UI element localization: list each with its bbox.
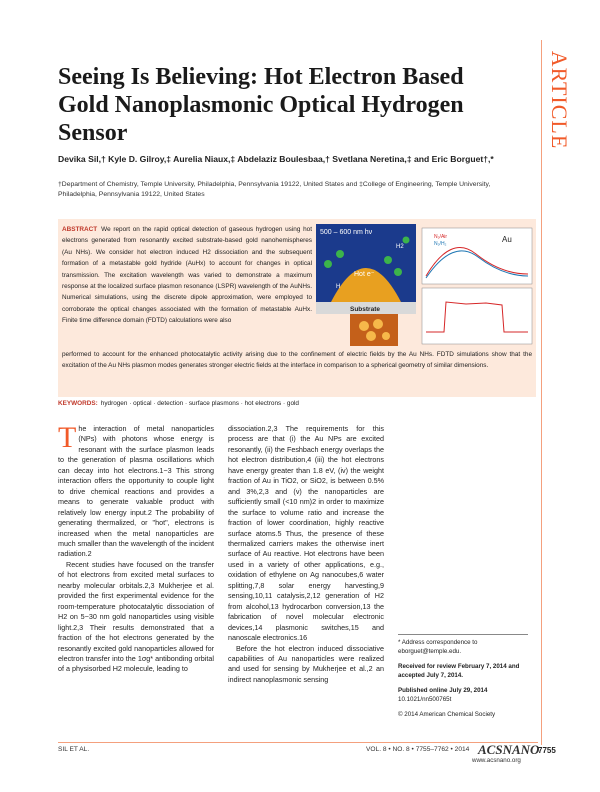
footer-rule (58, 742, 538, 743)
abstract-continued: performed to account for the enhanced photocatalytic activity arising due to the confinement of electric fields by the Au NHs. FDTD simulations show that the excitation of the Au NHs plasmon modes generates stronger electric fields at the interface in comparison to a spherical geometry of similar dimensions. (62, 351, 532, 370)
afm-image (350, 314, 398, 346)
article-notes (398, 634, 538, 719)
article-tab (545, 44, 573, 156)
notes-rule (398, 634, 528, 635)
paragraph-text: he interaction of metal nanoparticles (NPs) with photons whose energy is resonant with the surface plasmon leads to the generation of plasma oscillations which can decay into hot electrons.1−3 This strong interaction offers the opportunity to couple light to drive chemical reactions and provides a means to generate valuable product with relatively low energy input.2 The probability of generating thermalized, or "hot", electrons is increased when the metal nanoparticles are much smaller than the wavelength of the incident radiation.2 (58, 424, 214, 559)
published-note: Published online July 29, 2014 (398, 687, 488, 694)
doi-note: 10.1021/nn500765t (398, 696, 452, 703)
keywords-line (58, 398, 536, 410)
drop-cap: T (58, 421, 77, 454)
afm-particle (366, 331, 376, 341)
h-atom (403, 237, 410, 244)
substrate-label: Substrate (350, 306, 380, 313)
toc-figure (316, 224, 534, 346)
side-divider (541, 40, 542, 745)
h-atom (324, 260, 332, 268)
h-atom (384, 256, 392, 264)
wavelength-label: 500 – 600 nm hν (320, 229, 373, 236)
legend-air: N₂/Air (434, 234, 448, 240)
h-atom (394, 268, 402, 276)
article-title: Seeing Is Believing: Hot Electron Based Gold Nanoplasmonic Optical Hydrogen Sensor (58, 64, 464, 146)
au-label: Au (502, 235, 512, 244)
abstract-body-1: We report on the rapid optical detection of gaseous hydrogen using hot electrons generated from resonantly excited substrate-based gold nanohemispheres (Au NHs). We consider hot electron induced H2 dissociation and the subsequent formation of a metastable gold hydride (AuHx) to account for changes in optical transmission. The excitation wavelength was varied to demonstrate a maximum response at the localized surface plasmon resonance (LSPR) wavelength of the AuNHs. Numerical simulations, using the discrete dipole approximation, were employed to corroborate the optical changes associated with the formation of metastable AuHx. Finite time difference domain (FDTD) calculations were also (62, 226, 312, 325)
body-paragraph: Before the hot electron induced dissociative capabilities of Au nanoparticles were realized and used for sensing by Mukherjee et al.,2 an indirect nanoplasmonic sensing (228, 643, 384, 684)
body-paragraph: Recent studies have focused on the transfer of hot electrons from excited metal surfaces to nearby molecular orbitals.2,3 Mukherjee et al. provided the first experimental evidence for the room-temperature photocatalytic dissociation of H2 on 5−30 nm gold nanoparticles using visible light.2,3 Their results demonstrated that a fraction of the hot electrons generated by the resonantly excited gold nanoparticles allowed for electron transfer into the 1σg* antibonding orbital of a physisorbed H2 molecule, leading to (58, 559, 214, 674)
h-label: H (336, 284, 341, 290)
copyright-note: © 2014 American Chemical Society (398, 711, 496, 718)
received-note: Received for review February 7, 2014 and accepted July 7, 2014. (398, 663, 520, 679)
body-paragraph (58, 421, 214, 560)
body-paragraph: dissociation.2,3 The requirements for this process are that (i) the Au NPs are excited resonantly, (ii) the Feshbach energy overlaps the hot electron distribution,4 (iii) the hot electrons have energy greater than 1.8 eV, (iv) the weight fraction of Au in TiO2, or SiO2, is between 0.5% and 3%,2,3 and (v) the nanoparticles are sufficiently small (<10 nm)2 in order to maximize the surface to volume ratio and increase the fraction of lower coordination, highly reactive surface atoms.5 Thus, the presence of these thermalized carriers makes the otherwise inert surface of Au reactive. Hot electrons have been used in a variety of other applications, e.g., oxidation of ethylene on Ag nanocubes,6 water splitting,7,8 solar energy harvesting,9 sensing,10,11 catalysis,2,12 generation of H2 from alcohol,13 hydrocarbon conversion,13 the fabrication of novel molecular electronic devices,14 plasmonic switches,15 and nanoscale electronics.16 (228, 424, 384, 643)
page-number: 7755 (538, 746, 556, 755)
affiliations: †Department of Chemistry, Temple University, Philadelphia, Pennsylvania 19122, United States and ‡College of Engineering, Temple University, Philadelphia, Pennsylvania 19122, United States (58, 181, 491, 198)
abstract-text (62, 224, 312, 327)
afm-particle (373, 319, 383, 329)
h-atom (336, 250, 344, 258)
legend-h2: N₂/H₂ (434, 241, 447, 247)
afm-particle (359, 321, 369, 331)
h2-label: H2 (396, 244, 404, 250)
correspondence-note: * Address correspondence to eborguet@temple.edu. (398, 639, 478, 655)
hot-electron-label: Hot e⁻ (354, 271, 375, 278)
keywords-text: hydrogen · optical · detection · surface plasmons · hot electrons · gold (100, 400, 299, 407)
footer-volume: VOL. 8 • NO. 8 • 7755–7762 • 2014 (366, 746, 470, 753)
article-tab-label: ARTICLE (547, 50, 572, 150)
author-list: Devika Sil,† Kyle D. Gilroy,‡ Aurelia Niaux,‡ Abdelaziz Boulesbaa,† Svetlana Neretina,‡ and Eric Borguet†,* (58, 154, 494, 164)
keywords-label: KEYWORDS: (58, 400, 98, 407)
kinetics-plot (422, 288, 532, 344)
journal-url[interactable]: www.acsnano.org (472, 757, 521, 764)
journal-logo: ACSNANO (478, 742, 540, 757)
footer-author: SIL ET AL. (58, 746, 90, 753)
afm-particle (382, 332, 390, 340)
abstract-label: ABSTRACT (62, 226, 98, 233)
body-column-1 (58, 421, 214, 675)
body-column-2 (228, 424, 384, 685)
